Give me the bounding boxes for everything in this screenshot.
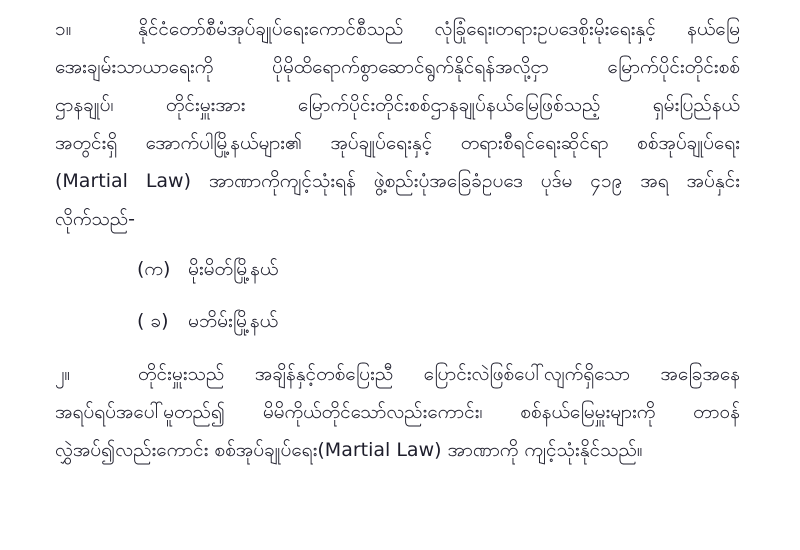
paragraph-line: လိုက်သည်- xyxy=(55,208,135,230)
township-list xyxy=(137,250,740,340)
paragraph-line: အရပ်ရပ်အပေါ်မူတည်၍ မိမိကိုယ်တိုင်သော်လည်းကောင်း၊ စစ်နယ်မြေမှူးများကို တာဝန် xyxy=(55,401,740,423)
paragraph-1-first-line xyxy=(55,10,740,48)
list-item-label: ( ခ) xyxy=(137,310,169,332)
list-item-label: (က) xyxy=(137,258,171,280)
list-item xyxy=(137,250,740,288)
paragraph-2 xyxy=(55,355,740,469)
paragraph-line: လွှဲအပ်၍လည်းကောင်း စစ်အုပ်ချုပ်ရေး(Martial Law) အာဏာကို ကျင့်သုံးနိုင်သည်။ xyxy=(55,439,643,461)
paragraph-2-first-line xyxy=(55,355,740,393)
list-item-text: မဘိမ်းမြို့နယ် xyxy=(188,310,279,332)
paragraph-1-number: ၁။ xyxy=(55,18,72,40)
paragraph-line: အေးချမ်းသာယာရေးကို ပိုမိုထိရောက်စွာဆောင်ရွက်နိုင်ရန်အလို့ငှာ မြောက်ပိုင်းတိုင်းစစ် xyxy=(55,56,740,78)
paragraph-1 xyxy=(55,10,740,238)
paragraph-line: တိုင်းမှူးသည် အချိန်နှင့်တစ်ပြေးညီ ပြောင်းလဲဖြစ်ပေါ်လျက်ရှိသော အခြေအနေ xyxy=(138,363,740,385)
list-item-text: မိုးမိတ်မြို့နယ် xyxy=(188,258,279,280)
list-item xyxy=(137,302,740,340)
paragraph-line: (Martial Law) အာဏာကိုကျင့်သုံးရန် ဖွဲ့စည်းပုံအခြေခံဥပဒေ ပုဒ်မ ၄၁၉ အရ အပ်နှင်း xyxy=(55,170,740,192)
paragraph-line: အတွင်းရှိ အောက်ပါမြို့နယ်များ၏ အုပ်ချုပ်ရေးနှင့် တရားစီရင်ရေးဆိုင်ရာ စစ်အုပ်ချုပ်ရေး xyxy=(55,132,740,154)
paragraph-line: ဌာနချုပ်၊ တိုင်းမှူးအား မြောက်ပိုင်းတိုင်းစစ်ဌာနချုပ်နယ်မြေဖြစ်သည့် ရှမ်းပြည်နယ် xyxy=(55,94,740,116)
paragraph-2-number: ၂။ xyxy=(55,363,71,385)
paragraph-line: နိုင်ငံတော်စီမံအုပ်ချုပ်ရေးကောင်စီသည် လုံခြုံရေး၊တရားဥပဒေစိုးမိုးရေးနှင့် နယ်မြေ xyxy=(138,18,740,40)
